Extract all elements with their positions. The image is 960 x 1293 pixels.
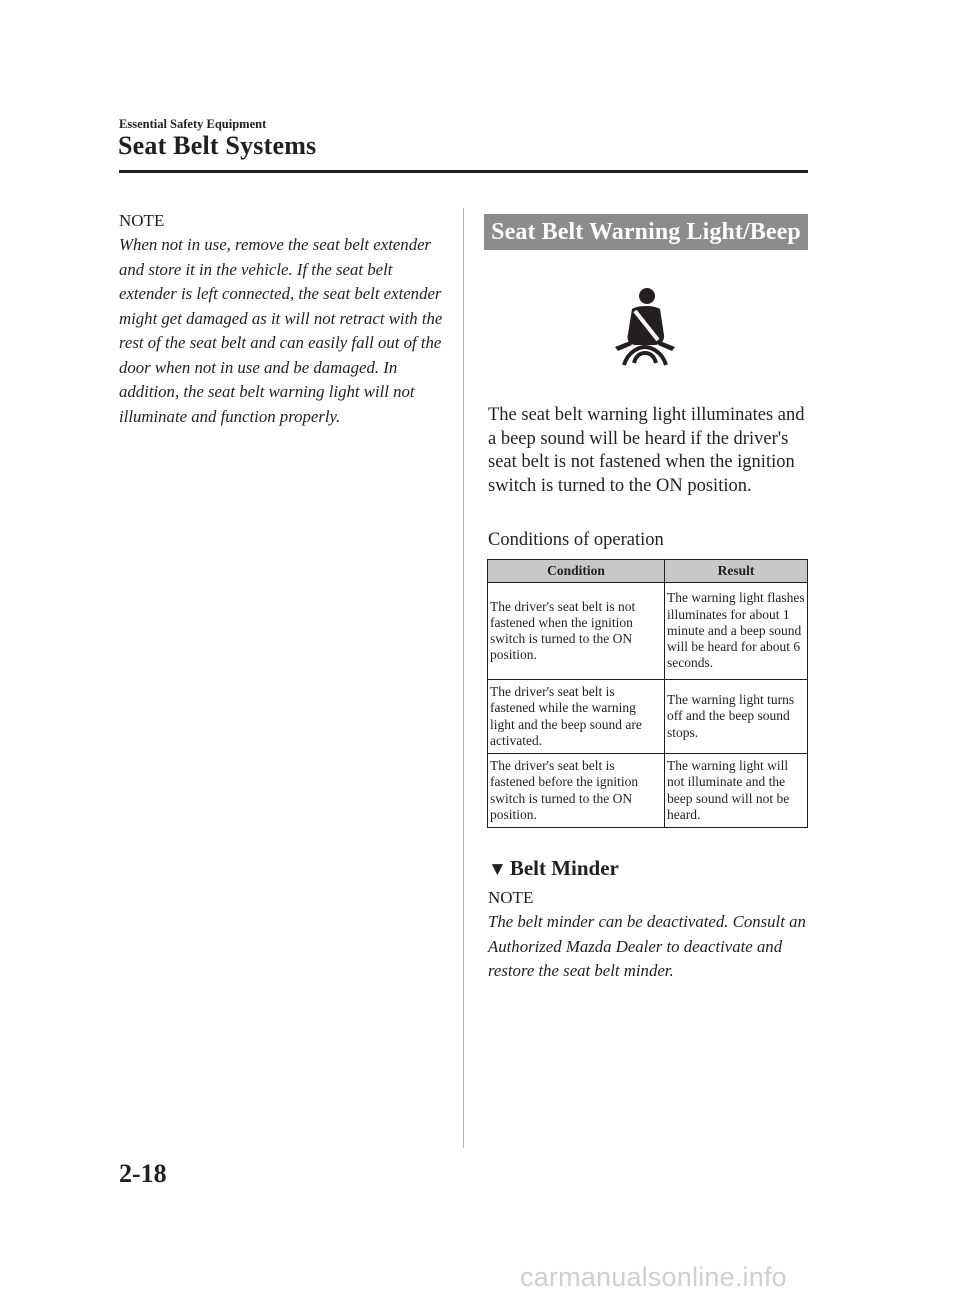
table-row [488,680,808,754]
table-row [488,583,808,680]
table-cell: The driver's seat belt is fastened while the warning light and the beep sound are activated. [488,680,665,754]
note-text: When not in use, remove the seat belt extender and store it in the vehicle. If the seat belt extender is left connected, the seat belt extender might get damaged as it will not retract with the rest of the seat belt and can easily fall out of the door when not in use and be damaged. In addition, the seat belt warning light will not illuminate and function properly. [119,235,443,426]
icon-head [639,288,655,304]
header-divider [119,170,808,173]
table-cell: The warning light turns off and the beep sound stops. [665,680,808,754]
conditions-label: Conditions of operation [488,530,664,550]
seat-belt-warning-icon [610,285,680,367]
triangle-marker-icon: ▼ [488,859,507,880]
table-cell: The warning light will not illuminate and the beep sound will not be heard. [665,754,808,828]
column-header: Condition [488,560,665,583]
page-number: 2-18 [119,1159,167,1188]
operation-table [487,559,808,828]
belt-minder-heading-text: Belt Minder [509,856,619,880]
section-banner: Seat Belt Warning Light/Beep [484,214,808,250]
note-text: The belt minder can be deactivated. Consult an Authorized Mazda Dealer to deactivate and restore the seat belt minder. [488,912,806,980]
watermark: carmanualsonline.info [520,1262,787,1292]
section-label: Essential Safety Equipment [119,117,267,131]
icon-buckle-left [615,341,632,351]
note-heading: NOTE [119,211,165,230]
column-divider [463,208,464,1148]
table-header-row [488,560,808,583]
note-heading: NOTE [488,888,534,907]
table-cell: The driver's seat belt is fastened before the ignition switch is turned to the ON position. [488,754,665,828]
table-row [488,754,808,828]
intro-paragraph: The seat belt warning light illuminates and a beep sound will be heard if the driver's seat belt is not fastened when the ignition switch is turned to the ON position. [488,405,805,496]
belt-minder-heading [488,856,619,881]
icon-seat-inner [634,353,656,363]
table-cell: The driver's seat belt is not fastened when the ignition switch is turned to the ON position. [488,583,665,680]
icon-seat [624,347,666,365]
page-title: Seat Belt Systems [118,131,317,160]
table-cell: The warning light flashes illuminates for about 1 minute and a beep sound will be heard for about 6 seconds. [665,583,808,680]
icon-buckle-right [658,341,675,351]
column-header: Result [665,560,808,583]
